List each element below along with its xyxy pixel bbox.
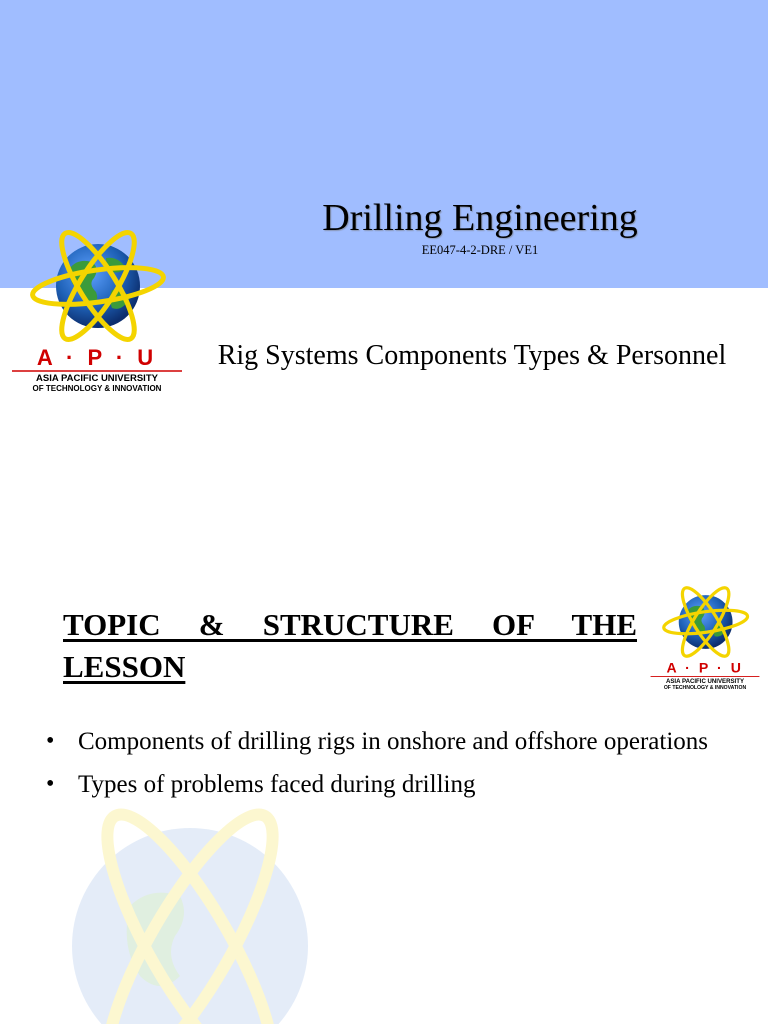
- logo-line2: OF TECHNOLOGY & INNOVATION: [32, 384, 162, 393]
- course-code: EE047-4-2-DRE / VE1: [421, 243, 539, 257]
- apu-logo-small: [648, 583, 762, 693]
- list-item: [44, 724, 724, 759]
- logo-acronym: A · P · U: [36, 345, 158, 370]
- bullet-text: Types of problems faced during drilling: [78, 771, 476, 798]
- watermark-globe-icon: [40, 796, 340, 1024]
- globe-with-atom-orbits-icon: [30, 228, 165, 348]
- bullet-text: Components of drilling rigs in onshore and offshore operations: [78, 728, 709, 755]
- globe-with-atom-orbits-icon: [662, 583, 749, 662]
- bullet-icon: •: [46, 771, 55, 797]
- bullet-icon: •: [46, 728, 55, 754]
- topic-bullet-list: [44, 724, 724, 810]
- logo-line1: ASIA PACIFIC UNIVERSITY: [665, 677, 745, 685]
- logo-line1: ASIA PACIFIC UNIVERSITY: [36, 373, 158, 384]
- apu-logo: [8, 228, 186, 394]
- slide-title: Drilling Engineering: [322, 197, 638, 239]
- logo-acronym: A · P · U: [666, 659, 744, 676]
- list-item: [44, 767, 724, 802]
- slide-subtitle: Rig Systems Components Types & Personnel: [217, 340, 727, 371]
- logo-line2: OF TECHNOLOGY & INNOVATION: [663, 685, 747, 692]
- topic-title: TOPIC & STRUCTURE OF THE LESSON: [63, 607, 637, 684]
